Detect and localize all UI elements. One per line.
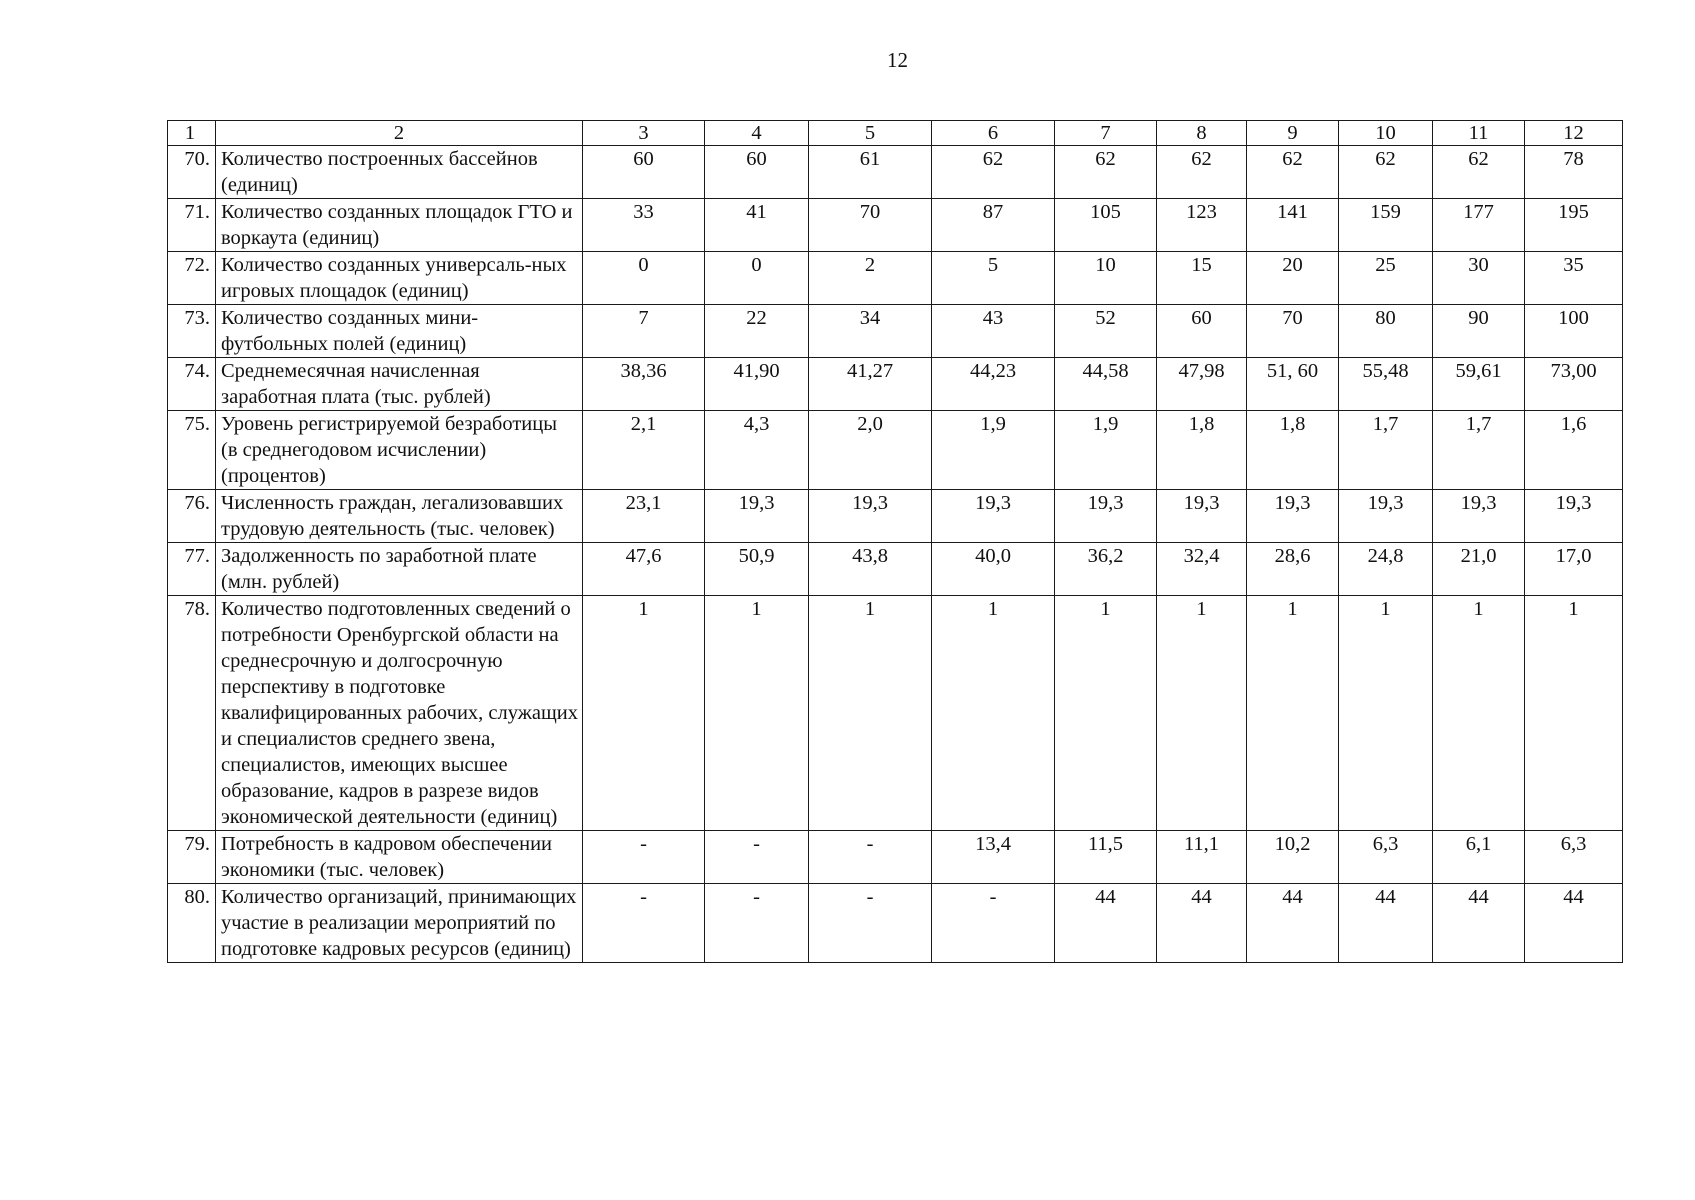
row-number-cell: 71. (168, 199, 216, 252)
value-cell: 38,36 (583, 358, 705, 411)
value-cell: 10 (1055, 252, 1157, 305)
header-cell: 5 (809, 121, 932, 146)
value-cell: 195 (1525, 199, 1623, 252)
header-cell: 4 (705, 121, 809, 146)
value-cell: - (809, 831, 932, 884)
value-cell: 62 (1433, 146, 1525, 199)
header-cell: 11 (1433, 121, 1525, 146)
value-cell: 1,8 (1157, 411, 1247, 490)
header-cell: 7 (1055, 121, 1157, 146)
value-cell: 60 (705, 146, 809, 199)
value-cell: 61 (809, 146, 932, 199)
indicator-name-cell: Количество созданных универсаль-ных игровых площадок (единиц) (216, 252, 583, 305)
value-cell: 159 (1339, 199, 1433, 252)
header-cell: 3 (583, 121, 705, 146)
value-cell: 73,00 (1525, 358, 1623, 411)
value-cell: 1 (583, 596, 705, 831)
value-cell: - (705, 831, 809, 884)
value-cell: 0 (583, 252, 705, 305)
indicator-name-cell: Количество построенных бассейнов (единиц) (216, 146, 583, 199)
value-cell: 1,7 (1339, 411, 1433, 490)
indicator-name-cell: Потребность в кадровом обеспечении экономики (тыс. человек) (216, 831, 583, 884)
value-cell: 105 (1055, 199, 1157, 252)
value-cell: 141 (1247, 199, 1339, 252)
value-cell: 70 (1247, 305, 1339, 358)
header-cell: 6 (932, 121, 1055, 146)
value-cell: 2,0 (809, 411, 932, 490)
indicator-name-cell: Количество созданных мини-футбольных полей (единиц) (216, 305, 583, 358)
value-cell: 1,8 (1247, 411, 1339, 490)
header-cell: 8 (1157, 121, 1247, 146)
value-cell: 41 (705, 199, 809, 252)
value-cell: 62 (932, 146, 1055, 199)
value-cell: 23,1 (583, 490, 705, 543)
value-cell: 19,3 (1157, 490, 1247, 543)
value-cell: 44,23 (932, 358, 1055, 411)
value-cell: 62 (1055, 146, 1157, 199)
value-cell: 1 (1247, 596, 1339, 831)
table-row (168, 411, 1623, 490)
value-cell: 44 (1433, 884, 1525, 963)
value-cell: 22 (705, 305, 809, 358)
value-cell: 19,3 (1525, 490, 1623, 543)
value-cell: 1 (1339, 596, 1433, 831)
table-row (168, 146, 1623, 199)
table-body (168, 121, 1623, 963)
value-cell: 1 (1055, 596, 1157, 831)
value-cell: 1,9 (932, 411, 1055, 490)
value-cell: 44 (1247, 884, 1339, 963)
value-cell: 80 (1339, 305, 1433, 358)
value-cell: 1 (932, 596, 1055, 831)
value-cell: - (583, 831, 705, 884)
value-cell: 1 (1157, 596, 1247, 831)
row-number-cell: 72. (168, 252, 216, 305)
value-cell: 1 (705, 596, 809, 831)
value-cell: - (705, 884, 809, 963)
table-row (168, 490, 1623, 543)
row-number-cell: 77. (168, 543, 216, 596)
row-number-cell: 70. (168, 146, 216, 199)
value-cell: 2,1 (583, 411, 705, 490)
value-cell: 11,5 (1055, 831, 1157, 884)
value-cell: 19,3 (705, 490, 809, 543)
indicators-table (167, 120, 1623, 963)
value-cell: 1,7 (1433, 411, 1525, 490)
value-cell: 24,8 (1339, 543, 1433, 596)
value-cell: 5 (932, 252, 1055, 305)
value-cell: 0 (705, 252, 809, 305)
value-cell: 60 (1157, 305, 1247, 358)
value-cell: 15 (1157, 252, 1247, 305)
header-cell: 2 (216, 121, 583, 146)
value-cell: 1,9 (1055, 411, 1157, 490)
value-cell: 55,48 (1339, 358, 1433, 411)
column-number-row (168, 121, 1623, 146)
value-cell: 20 (1247, 252, 1339, 305)
table-row (168, 831, 1623, 884)
value-cell: - (932, 884, 1055, 963)
value-cell: 28,6 (1247, 543, 1339, 596)
value-cell: 60 (583, 146, 705, 199)
table-row (168, 252, 1623, 305)
value-cell: - (583, 884, 705, 963)
value-cell: 43 (932, 305, 1055, 358)
value-cell: 19,3 (1433, 490, 1525, 543)
indicator-name-cell: Уровень регистрируемой безработицы (в среднегодовом исчислении) (процентов) (216, 411, 583, 490)
header-cell: 9 (1247, 121, 1339, 146)
value-cell: 47,6 (583, 543, 705, 596)
value-cell: 123 (1157, 199, 1247, 252)
table-row (168, 884, 1623, 963)
value-cell: 44 (1525, 884, 1623, 963)
value-cell: 35 (1525, 252, 1623, 305)
value-cell: 19,3 (1247, 490, 1339, 543)
value-cell: 41,90 (705, 358, 809, 411)
header-cell: 10 (1339, 121, 1433, 146)
value-cell: 90 (1433, 305, 1525, 358)
value-cell: 19,3 (1339, 490, 1433, 543)
row-number-cell: 80. (168, 884, 216, 963)
value-cell: 36,2 (1055, 543, 1157, 596)
indicator-name-cell: Задолженность по заработной плате (млн. рублей) (216, 543, 583, 596)
table-row (168, 596, 1623, 831)
value-cell: 41,27 (809, 358, 932, 411)
value-cell: 78 (1525, 146, 1623, 199)
table-row (168, 199, 1623, 252)
value-cell: 13,4 (932, 831, 1055, 884)
header-cell: 1 (168, 121, 216, 146)
value-cell: 44,58 (1055, 358, 1157, 411)
value-cell: 19,3 (1055, 490, 1157, 543)
value-cell: 1 (1525, 596, 1623, 831)
value-cell: 100 (1525, 305, 1623, 358)
row-number-cell: 75. (168, 411, 216, 490)
value-cell: 30 (1433, 252, 1525, 305)
value-cell: 87 (932, 199, 1055, 252)
value-cell: - (809, 884, 932, 963)
value-cell: 62 (1247, 146, 1339, 199)
value-cell: 7 (583, 305, 705, 358)
value-cell: 62 (1157, 146, 1247, 199)
value-cell: 10,2 (1247, 831, 1339, 884)
value-cell: 1 (809, 596, 932, 831)
value-cell: 70 (809, 199, 932, 252)
value-cell: 32,4 (1157, 543, 1247, 596)
indicator-name-cell: Количество организаций, принимающих участие в реализации мероприятий по подготовке кадровых ресурсов (единиц) (216, 884, 583, 963)
value-cell: 19,3 (932, 490, 1055, 543)
value-cell: 177 (1433, 199, 1525, 252)
value-cell: 62 (1339, 146, 1433, 199)
table-row (168, 305, 1623, 358)
value-cell: 6,3 (1525, 831, 1623, 884)
row-number-cell: 74. (168, 358, 216, 411)
page-number: 12 (887, 48, 908, 72)
value-cell: 6,3 (1339, 831, 1433, 884)
indicator-name-cell: Среднемесячная начисленная заработная плата (тыс. рублей) (216, 358, 583, 411)
value-cell: 59,61 (1433, 358, 1525, 411)
value-cell: 47,98 (1157, 358, 1247, 411)
value-cell: 44 (1055, 884, 1157, 963)
table-row (168, 543, 1623, 596)
value-cell: 4,3 (705, 411, 809, 490)
value-cell: 1 (1433, 596, 1525, 831)
indicator-name-cell: Количество подготовленных сведений о потребности Оренбургской области на среднесрочную и долгосрочную перспективу в подготовке квалифицированных рабочих, служащих и специалистов среднего звена, специалистов, имеющих высшее образование, кадров в разрезе видов экономической деятельности (единиц) (216, 596, 583, 831)
indicator-name-cell: Количество созданных площадок ГТО и воркаута (единиц) (216, 199, 583, 252)
value-cell: 40,0 (932, 543, 1055, 596)
value-cell: 2 (809, 252, 932, 305)
header-cell: 12 (1525, 121, 1623, 146)
value-cell: 50,9 (705, 543, 809, 596)
value-cell: 44 (1339, 884, 1433, 963)
row-number-cell: 79. (168, 831, 216, 884)
value-cell: 19,3 (809, 490, 932, 543)
value-cell: 43,8 (809, 543, 932, 596)
value-cell: 1,6 (1525, 411, 1623, 490)
row-number-cell: 73. (168, 305, 216, 358)
row-number-cell: 76. (168, 490, 216, 543)
value-cell: 25 (1339, 252, 1433, 305)
row-number-cell: 78. (168, 596, 216, 831)
indicator-name-cell: Численность граждан, легализовавших трудовую деятельность (тыс. человек) (216, 490, 583, 543)
value-cell: 52 (1055, 305, 1157, 358)
value-cell: 17,0 (1525, 543, 1623, 596)
value-cell: 11,1 (1157, 831, 1247, 884)
table-row (168, 358, 1623, 411)
value-cell: 21,0 (1433, 543, 1525, 596)
value-cell: 33 (583, 199, 705, 252)
value-cell: 44 (1157, 884, 1247, 963)
value-cell: 51, 60 (1247, 358, 1339, 411)
value-cell: 34 (809, 305, 932, 358)
value-cell: 6,1 (1433, 831, 1525, 884)
